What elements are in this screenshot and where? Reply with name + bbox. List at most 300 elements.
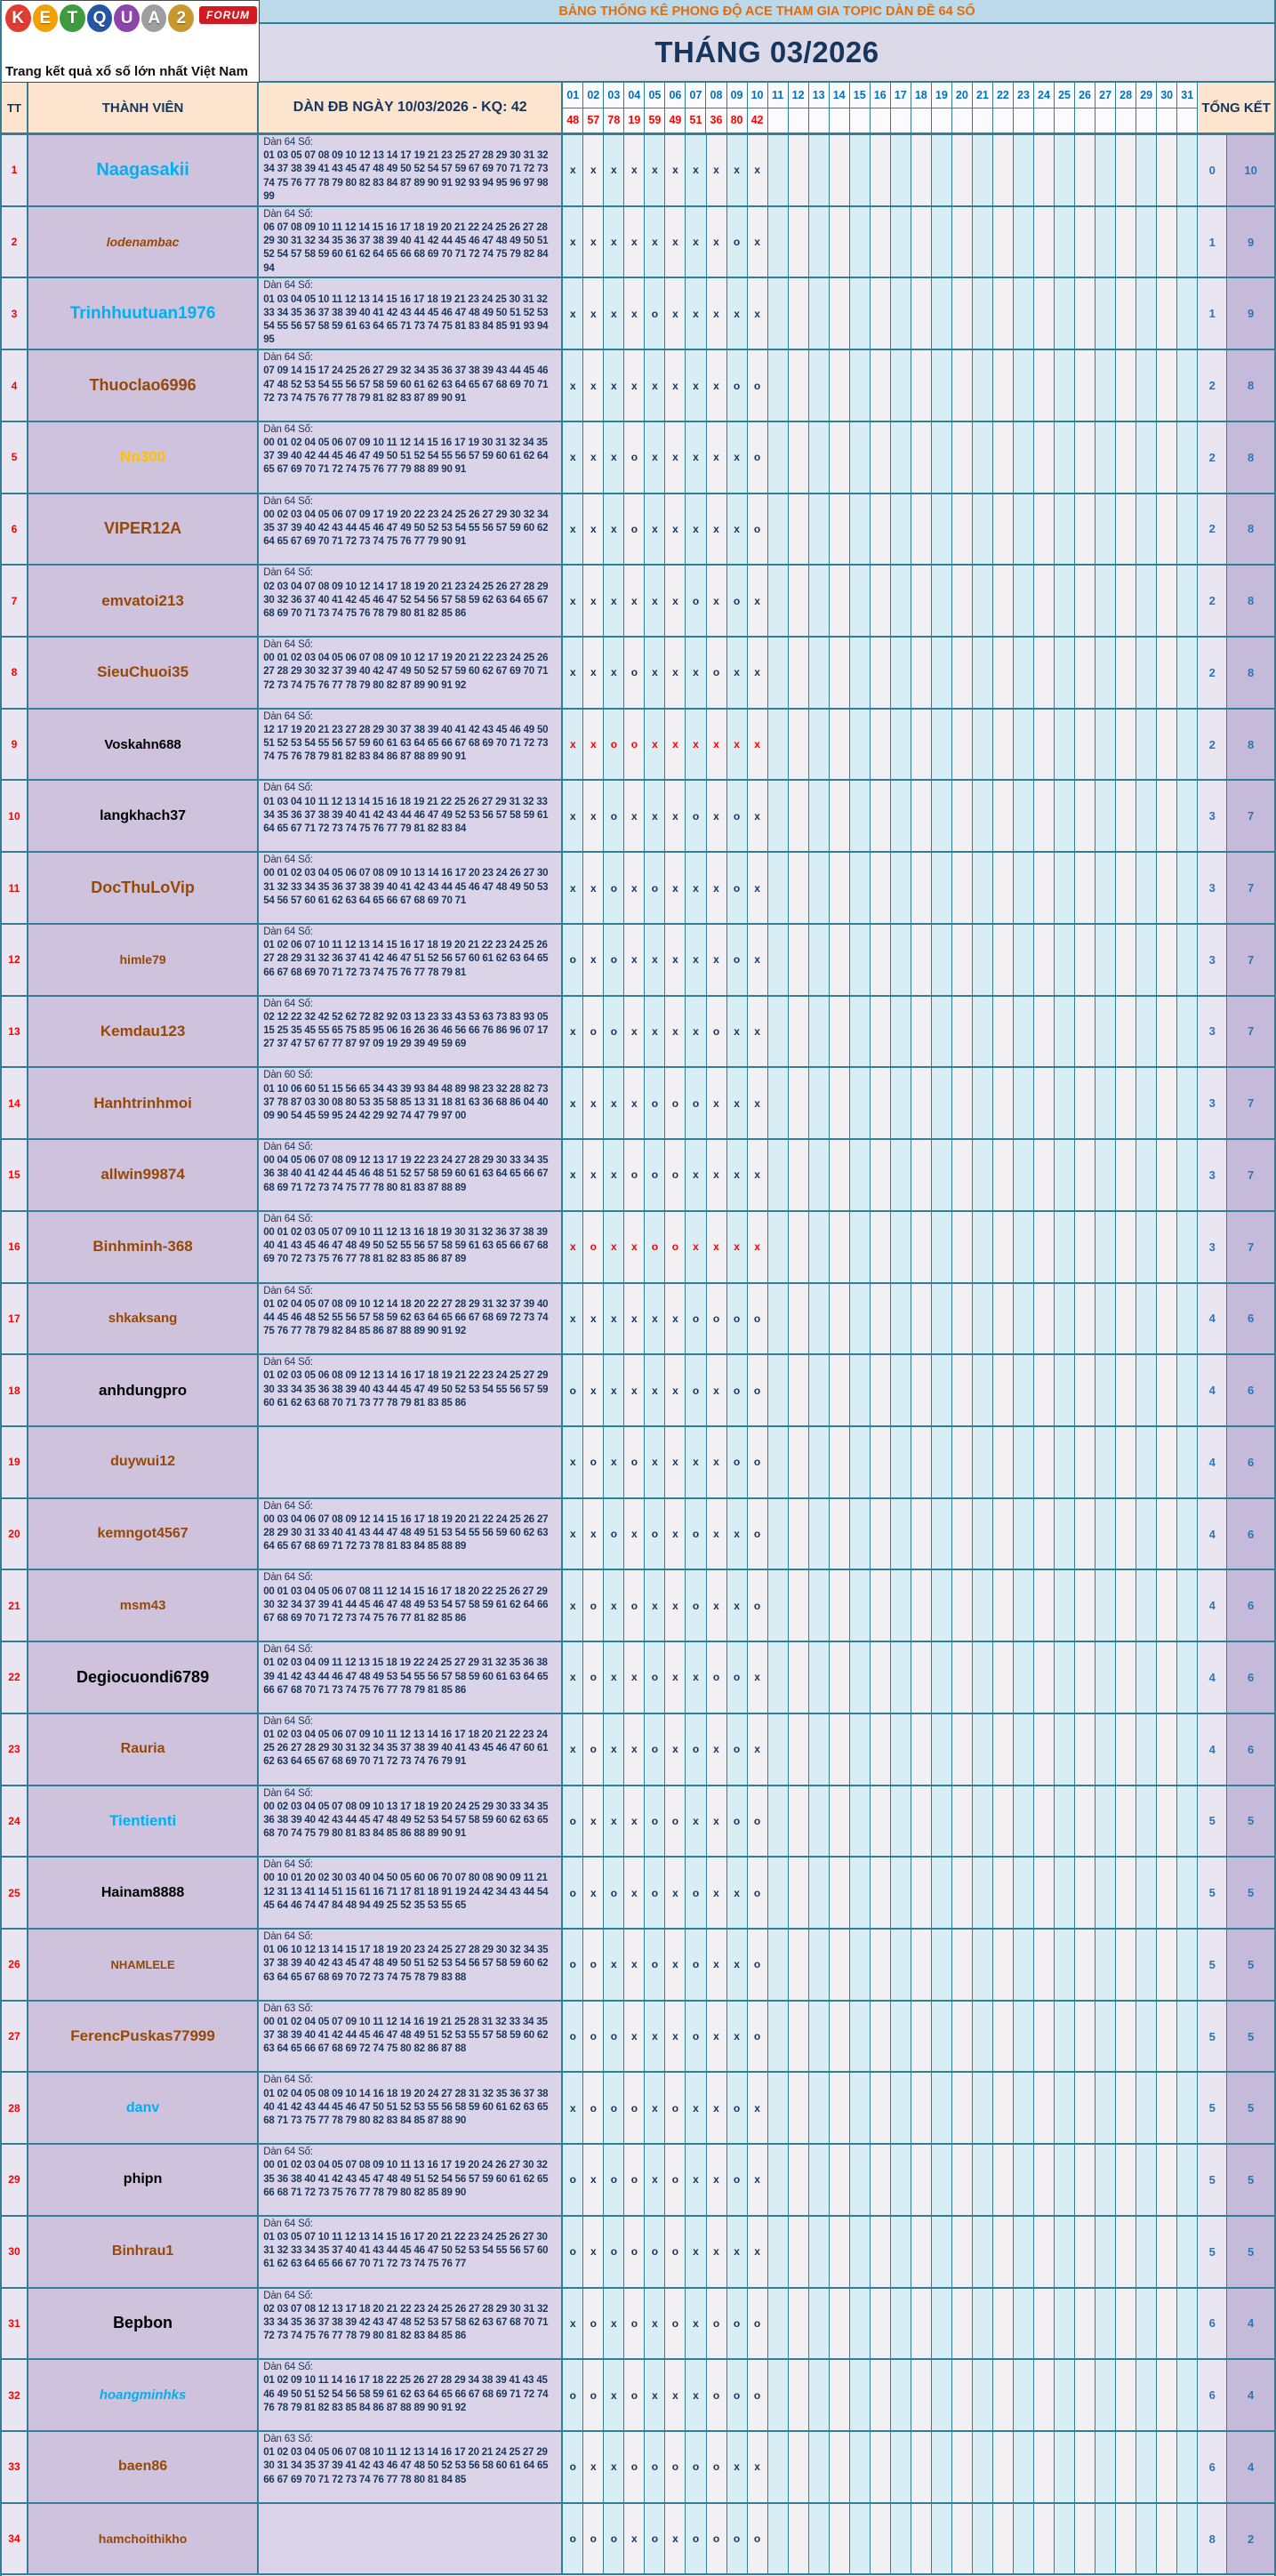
row-number: 3 bbox=[2, 278, 28, 349]
mark-cell bbox=[973, 925, 993, 995]
member-name-link[interactable]: anhdungpro bbox=[28, 1355, 259, 1425]
member-name-link[interactable]: danv bbox=[28, 2073, 259, 2143]
member-name-link[interactable]: DocThuLoVip bbox=[28, 853, 259, 923]
mark-cell bbox=[768, 2289, 789, 2359]
day-result-value: 49 bbox=[665, 108, 686, 133]
mark-cell: x bbox=[686, 2360, 706, 2430]
member-name-link[interactable]: SieuChuoi35 bbox=[28, 638, 259, 708]
mark-cell bbox=[1136, 2504, 1157, 2574]
mark-cell: x bbox=[563, 1642, 583, 1713]
mark-cell bbox=[830, 781, 850, 851]
number-set-label: Dàn 64 Số: bbox=[263, 1787, 313, 1799]
member-name-link[interactable]: Degiocuondi6789 bbox=[28, 1642, 259, 1713]
mark-cell bbox=[871, 781, 891, 851]
mark-cell bbox=[789, 997, 809, 1067]
mark-cell bbox=[809, 1499, 830, 1569]
mark-cell bbox=[1014, 638, 1034, 708]
mark-cell bbox=[1014, 997, 1034, 1067]
mark-cell bbox=[993, 1140, 1014, 1210]
member-name-link[interactable]: langkhach37 bbox=[28, 781, 259, 851]
mark-cell bbox=[932, 1068, 952, 1138]
number-set-values: 02 03 04 07 08 09 10 12 14 17 18 19 20 21 23 24 25 26 27 28 29 30 32 36 37 40 41 42 45 46 47 52 54 56 57 58 59 62 63 64 65 67 68 69 70 71 73 74 75 76 78 79 80 81 82 85 86 bbox=[263, 581, 549, 619]
member-name-link[interactable]: Naagasakii bbox=[28, 135, 259, 205]
mark-cell: x bbox=[624, 1858, 645, 1928]
number-set-values: 01 02 06 07 10 11 12 13 14 15 16 17 18 19 20 21 22 23 24 25 26 27 28 29 31 32 36 37 41 42 46 47 51 52 56 57 60 61 62 63 64 65 66 67 68 69 70 71 72 73 74 75 76 77 78 79 81 bbox=[263, 940, 549, 978]
mark-cell bbox=[1177, 1212, 1198, 1282]
mark-cell bbox=[993, 494, 1014, 565]
row-number: 7 bbox=[2, 566, 28, 636]
mark-cell: x bbox=[563, 1427, 583, 1497]
mark-cell: x bbox=[707, 350, 727, 421]
number-set-label: Dàn 64 Số: bbox=[263, 1213, 313, 1224]
member-name-link[interactable]: hoangminhks bbox=[28, 2360, 259, 2430]
member-name-link[interactable]: lodenambac bbox=[28, 207, 259, 277]
mark-cell bbox=[809, 2002, 830, 2072]
mark-cell: x bbox=[563, 566, 583, 636]
header-tt: TT bbox=[2, 83, 28, 132]
mark-cell bbox=[911, 278, 932, 349]
mark-cell bbox=[1095, 566, 1116, 636]
member-name-link[interactable]: NHAMLELE bbox=[28, 1930, 259, 2000]
mark-cell: o bbox=[686, 1858, 706, 1928]
mark-cell bbox=[830, 207, 850, 277]
summary-hit-count: 7 bbox=[1227, 997, 1274, 1067]
mark-cell bbox=[1055, 853, 1075, 923]
mark-cell: x bbox=[624, 278, 645, 349]
mark-cell bbox=[809, 566, 830, 636]
mark-cell: x bbox=[665, 1499, 686, 1569]
day-marks bbox=[563, 710, 1198, 780]
table-row bbox=[2, 781, 1274, 853]
member-name-link[interactable]: VIPER12A bbox=[28, 494, 259, 565]
mark-cell bbox=[1116, 1570, 1136, 1641]
mark-cell bbox=[1014, 1068, 1034, 1138]
member-name-link[interactable]: Nn300 bbox=[28, 422, 259, 493]
number-set-cell bbox=[259, 1212, 563, 1282]
mark-cell bbox=[1095, 1140, 1116, 1210]
mark-cell: x bbox=[665, 2360, 686, 2430]
member-name-link[interactable]: himle79 bbox=[28, 925, 259, 995]
member-name-link[interactable]: Tientienti bbox=[28, 1786, 259, 1857]
mark-cell bbox=[1075, 1355, 1095, 1425]
mark-cell: x bbox=[686, 278, 706, 349]
mark-cell: o bbox=[583, 1714, 604, 1785]
mark-cell: x bbox=[707, 278, 727, 349]
mark-cell: x bbox=[748, 2073, 768, 2143]
member-name-link[interactable]: Voskahn688 bbox=[28, 710, 259, 780]
mark-cell bbox=[1177, 2073, 1198, 2143]
mark-cell: o bbox=[748, 494, 768, 565]
mark-cell bbox=[809, 1786, 830, 1857]
mark-cell: o bbox=[748, 1499, 768, 1569]
mark-cell bbox=[1055, 1714, 1075, 1785]
mark-cell: x bbox=[645, 566, 665, 636]
member-name-link[interactable]: Binhminh-368 bbox=[28, 1212, 259, 1282]
mark-cell: o bbox=[604, 853, 624, 923]
mark-cell: o bbox=[727, 1427, 748, 1497]
summary-hit-count: 6 bbox=[1227, 1284, 1274, 1354]
mark-cell: o bbox=[583, 1427, 604, 1497]
mark-cell: x bbox=[727, 1570, 748, 1641]
number-set-values: 00 01 02 03 04 05 06 07 08 09 10 12 17 19 20 21 22 23 24 25 26 27 28 29 30 32 37 39 40 42 47 49 50 52 57 59 60 62 67 69 70 71 72 73 74 75 76 77 78 79 80 82 87 89 90 91 92 bbox=[263, 653, 549, 691]
day-result-value bbox=[871, 108, 891, 133]
mark-cell bbox=[1055, 566, 1075, 636]
mark-cell: x bbox=[665, 1427, 686, 1497]
mark-cell bbox=[952, 2145, 973, 2215]
site-logo[interactable] bbox=[2, 0, 260, 83]
mark-cell bbox=[1177, 2002, 1198, 2072]
mark-cell bbox=[1055, 2432, 1075, 2502]
mark-cell: o bbox=[727, 1642, 748, 1713]
mark-cell bbox=[830, 638, 850, 708]
mark-cell bbox=[1157, 2073, 1177, 2143]
mark-cell bbox=[973, 710, 993, 780]
mark-cell bbox=[1116, 925, 1136, 995]
member-name-link[interactable]: Trinhhuutuan1976 bbox=[28, 278, 259, 349]
day-marks bbox=[563, 1858, 1198, 1928]
mark-cell bbox=[1177, 1930, 1198, 2000]
mark-cell bbox=[993, 997, 1014, 1067]
mark-cell bbox=[1075, 1212, 1095, 1282]
mark-cell bbox=[1055, 710, 1075, 780]
day-marks bbox=[563, 1284, 1198, 1354]
mark-cell: x bbox=[563, 207, 583, 277]
mark-cell bbox=[789, 925, 809, 995]
mark-cell bbox=[850, 422, 871, 493]
mark-cell: o bbox=[563, 2002, 583, 2072]
summary-miss-count: 8 bbox=[1198, 2504, 1227, 2574]
mark-cell: x bbox=[604, 494, 624, 565]
row-number: 27 bbox=[2, 2002, 28, 2072]
table-row bbox=[2, 2073, 1274, 2145]
mark-cell bbox=[1034, 2504, 1055, 2574]
mark-cell bbox=[850, 710, 871, 780]
mark-cell bbox=[1034, 638, 1055, 708]
mark-cell: x bbox=[583, 1858, 604, 1928]
mark-cell bbox=[1157, 638, 1177, 708]
mark-cell bbox=[993, 2360, 1014, 2430]
mark-cell bbox=[993, 135, 1014, 205]
mark-cell bbox=[1177, 2217, 1198, 2287]
mark-cell: x bbox=[686, 494, 706, 565]
day-result-value bbox=[789, 108, 809, 133]
day-marks bbox=[563, 925, 1198, 995]
mark-cell: x bbox=[604, 422, 624, 493]
mark-cell bbox=[1136, 1642, 1157, 1713]
mark-cell bbox=[932, 1642, 952, 1713]
mark-cell: o bbox=[727, 207, 748, 277]
mark-cell: o bbox=[604, 2504, 624, 2574]
mark-cell: x bbox=[665, 638, 686, 708]
mark-cell: x bbox=[583, 350, 604, 421]
number-set-cell bbox=[259, 1714, 563, 1785]
mark-cell bbox=[871, 1355, 891, 1425]
mark-cell bbox=[871, 1212, 891, 1282]
member-name-link[interactable]: duywui12 bbox=[28, 1427, 259, 1497]
mark-cell: x bbox=[563, 1212, 583, 1282]
mark-cell: x bbox=[583, 278, 604, 349]
mark-cell bbox=[1014, 1284, 1034, 1354]
member-name-link[interactable]: Bepbon bbox=[28, 2289, 259, 2359]
mark-cell bbox=[973, 1858, 993, 1928]
mark-cell bbox=[1014, 1427, 1034, 1497]
mark-cell: x bbox=[665, 135, 686, 205]
mark-cell bbox=[993, 2432, 1014, 2502]
mark-cell bbox=[1116, 2360, 1136, 2430]
day-column-header: 01 bbox=[563, 83, 583, 108]
logo-letter: K bbox=[5, 4, 31, 32]
mark-cell: o bbox=[563, 2504, 583, 2574]
mark-cell bbox=[973, 638, 993, 708]
member-name-link[interactable]: Hainam8888 bbox=[28, 1858, 259, 1928]
mark-cell: x bbox=[727, 1858, 748, 1928]
member-name-link[interactable]: msm43 bbox=[28, 1570, 259, 1641]
mark-cell bbox=[952, 638, 973, 708]
number-set-values: 00 02 03 04 05 06 07 09 17 19 20 22 23 24 25 26 27 29 30 32 34 35 37 39 40 42 43 44 45 46 47 49 50 52 53 54 55 56 57 59 60 62 64 65 67 69 70 71 72 73 74 75 76 77 79 90 91 bbox=[263, 509, 549, 548]
mark-cell bbox=[911, 1786, 932, 1857]
mark-cell bbox=[1095, 1499, 1116, 1569]
mark-cell bbox=[993, 422, 1014, 493]
member-name-link[interactable]: emvatoi213 bbox=[28, 566, 259, 636]
mark-cell bbox=[1055, 207, 1075, 277]
mark-cell bbox=[1157, 1786, 1177, 1857]
number-set-cell bbox=[259, 853, 563, 923]
table-row bbox=[2, 1642, 1274, 1714]
mark-cell bbox=[1055, 1499, 1075, 1569]
mark-cell bbox=[973, 1642, 993, 1713]
member-name-link[interactable]: Binhrau1 bbox=[28, 2217, 259, 2287]
day-marks bbox=[563, 2289, 1198, 2359]
mark-cell bbox=[1014, 1642, 1034, 1713]
summary-hit-count: 5 bbox=[1227, 2217, 1274, 2287]
mark-cell: x bbox=[707, 207, 727, 277]
mark-cell bbox=[1177, 1140, 1198, 1210]
mark-cell: x bbox=[563, 2289, 583, 2359]
summary-hit-count: 9 bbox=[1227, 278, 1274, 349]
mark-cell: x bbox=[707, 1930, 727, 2000]
mark-cell bbox=[850, 1355, 871, 1425]
mark-cell bbox=[1136, 1499, 1157, 1569]
mark-cell: x bbox=[624, 1284, 645, 1354]
mark-cell bbox=[789, 638, 809, 708]
mark-cell bbox=[1075, 638, 1095, 708]
mark-cell: x bbox=[727, 278, 748, 349]
mark-cell bbox=[973, 2002, 993, 2072]
member-name-link[interactable]: baen86 bbox=[28, 2432, 259, 2502]
member-name-link[interactable]: Thuoclao6996 bbox=[28, 350, 259, 421]
mark-cell: x bbox=[604, 1570, 624, 1641]
mark-cell: x bbox=[748, 638, 768, 708]
mark-cell bbox=[850, 2360, 871, 2430]
mark-cell bbox=[911, 350, 932, 421]
mark-cell bbox=[952, 1714, 973, 1785]
mark-cell bbox=[871, 997, 891, 1067]
mark-cell bbox=[932, 1284, 952, 1354]
number-set-label: Dàn 64 Số: bbox=[263, 208, 313, 220]
summary-hit-count: 8 bbox=[1227, 422, 1274, 493]
mark-cell bbox=[1116, 1786, 1136, 1857]
mark-cell: x bbox=[748, 1714, 768, 1785]
mark-cell bbox=[1055, 1068, 1075, 1138]
member-name-link[interactable]: FerencPuskas77999 bbox=[28, 2002, 259, 2072]
number-set-label: Dàn 64 Số: bbox=[263, 2074, 313, 2086]
day-marks bbox=[563, 1499, 1198, 1569]
mark-cell: o bbox=[748, 2360, 768, 2430]
summary-hit-count: 5 bbox=[1227, 1858, 1274, 1928]
mark-cell bbox=[1075, 2432, 1095, 2502]
mark-cell bbox=[1055, 1212, 1075, 1282]
mark-cell bbox=[1157, 1714, 1177, 1785]
table-row bbox=[2, 278, 1274, 350]
number-set-cell bbox=[259, 2145, 563, 2215]
mark-cell bbox=[768, 1930, 789, 2000]
mark-cell bbox=[1095, 494, 1116, 565]
mark-cell bbox=[1075, 1714, 1095, 1785]
mark-cell bbox=[1014, 2504, 1034, 2574]
mark-cell bbox=[911, 1212, 932, 1282]
mark-cell bbox=[911, 997, 932, 1067]
top-zone bbox=[2, 0, 1274, 83]
member-name-link[interactable]: allwin99874 bbox=[28, 1140, 259, 1210]
mark-cell: o bbox=[624, 710, 645, 780]
day-result-value bbox=[891, 108, 911, 133]
mark-cell bbox=[789, 278, 809, 349]
number-set-cell bbox=[259, 1858, 563, 1928]
mark-cell bbox=[911, 1642, 932, 1713]
mark-cell bbox=[871, 1714, 891, 1785]
day-column-header: 15 bbox=[850, 83, 871, 108]
mark-cell bbox=[932, 207, 952, 277]
mark-cell bbox=[768, 2002, 789, 2072]
mark-cell bbox=[809, 278, 830, 349]
member-name-link[interactable]: phipn bbox=[28, 2145, 259, 2215]
mark-cell: x bbox=[686, 350, 706, 421]
mark-cell: o bbox=[645, 278, 665, 349]
mark-cell bbox=[809, 422, 830, 493]
mark-cell bbox=[809, 1570, 830, 1641]
mark-cell bbox=[850, 2504, 871, 2574]
mark-cell bbox=[1157, 1858, 1177, 1928]
mark-cell: o bbox=[748, 350, 768, 421]
mark-cell: x bbox=[665, 1284, 686, 1354]
mark-cell bbox=[952, 135, 973, 205]
summary-miss-count: 3 bbox=[1198, 997, 1227, 1067]
mark-cell bbox=[1116, 1284, 1136, 1354]
mark-cell bbox=[1055, 1786, 1075, 1857]
member-name-link[interactable]: kemngot4567 bbox=[28, 1499, 259, 1569]
member-name-link[interactable]: Kemdau123 bbox=[28, 997, 259, 1067]
mark-cell bbox=[830, 925, 850, 995]
mark-cell bbox=[809, 1068, 830, 1138]
summary-hit-count: 7 bbox=[1227, 1212, 1274, 1282]
mark-cell bbox=[809, 1930, 830, 2000]
table-row bbox=[2, 1068, 1274, 1140]
mark-cell bbox=[1034, 1499, 1055, 1569]
logo-letter: Q bbox=[87, 4, 113, 32]
mark-cell bbox=[891, 207, 911, 277]
mark-cell: x bbox=[686, 422, 706, 493]
mark-cell bbox=[1177, 1642, 1198, 1713]
number-set-label: Dàn 64 Số: bbox=[263, 567, 313, 579]
mark-cell bbox=[1095, 1355, 1116, 1425]
mark-cell: x bbox=[707, 1570, 727, 1641]
mark-cell bbox=[1075, 1499, 1095, 1569]
member-name-link[interactable]: hamchoithikho bbox=[28, 2504, 259, 2574]
mark-cell: x bbox=[748, 278, 768, 349]
mark-cell: x bbox=[645, 135, 665, 205]
mark-cell bbox=[809, 997, 830, 1067]
mark-cell: o bbox=[563, 1858, 583, 1928]
mark-cell: o bbox=[686, 2002, 706, 2072]
number-set-label: Dàn 64 Số: bbox=[263, 1644, 313, 1656]
number-set-values: 01 02 04 05 07 08 09 10 12 14 18 20 22 27 28 29 31 32 37 39 40 44 45 46 48 52 55 56 57 58 59 62 63 64 65 66 67 68 69 72 73 74 75 76 77 78 79 82 84 85 86 87 88 89 90 91 92 bbox=[263, 1298, 549, 1337]
mark-cell bbox=[993, 638, 1014, 708]
mark-cell: x bbox=[583, 2432, 604, 2502]
mark-cell bbox=[830, 1068, 850, 1138]
mark-cell bbox=[1075, 135, 1095, 205]
number-set-label: Dàn 64 Số: bbox=[263, 639, 313, 651]
number-set-values: 00 01 02 03 05 07 09 10 11 12 13 16 18 19 30 31 32 36 37 38 39 40 41 43 45 46 47 48 49 50 52 55 56 57 58 59 61 63 65 66 67 68 69 70 72 73 75 76 77 78 81 82 83 85 86 87 89 bbox=[263, 1226, 549, 1265]
mark-cell bbox=[1095, 1284, 1116, 1354]
mark-cell bbox=[1177, 1427, 1198, 1497]
member-name-link[interactable]: Hanhtrinhmoi bbox=[28, 1068, 259, 1138]
day-column-header: 05 bbox=[645, 83, 665, 108]
mark-cell bbox=[1055, 1284, 1075, 1354]
mark-cell: x bbox=[604, 1714, 624, 1785]
mark-cell: o bbox=[727, 2504, 748, 2574]
mark-cell bbox=[830, 422, 850, 493]
mark-cell bbox=[789, 2002, 809, 2072]
mark-cell: x bbox=[665, 207, 686, 277]
member-name-link[interactable]: Rauria bbox=[28, 1714, 259, 1785]
mark-cell bbox=[1136, 1284, 1157, 1354]
mark-cell bbox=[891, 1714, 911, 1785]
day-marks bbox=[563, 2504, 1198, 2574]
mark-cell: x bbox=[727, 638, 748, 708]
mark-cell bbox=[1095, 1786, 1116, 1857]
mark-cell bbox=[911, 1355, 932, 1425]
mark-cell bbox=[1095, 638, 1116, 708]
mark-cell: x bbox=[707, 1858, 727, 1928]
number-set-values: 06 07 08 09 10 11 12 14 15 16 17 18 19 20 21 22 24 25 26 27 28 29 30 31 32 34 35 36 37 38 39 40 41 42 44 45 46 47 48 49 50 51 52 54 57 58 59 60 61 62 64 65 66 68 69 70 71 72 74 75 79 82 84 94 bbox=[263, 221, 549, 274]
mark-cell bbox=[952, 1212, 973, 1282]
number-set-label: Dàn 64 Số: bbox=[263, 2362, 313, 2373]
mark-cell bbox=[1075, 1140, 1095, 1210]
mark-cell bbox=[1095, 278, 1116, 349]
mark-cell bbox=[830, 997, 850, 1067]
mark-cell: x bbox=[604, 1068, 624, 1138]
mark-cell bbox=[993, 710, 1014, 780]
number-set-values: 00 01 02 03 04 05 07 08 09 10 11 13 16 17 19 20 24 26 27 30 32 35 36 38 40 41 42 43 45 47 48 49 51 52 54 56 57 59 60 61 62 65 66 68 71 72 73 75 76 77 78 79 80 82 85 89 90 bbox=[263, 2160, 549, 2198]
mark-cell bbox=[1136, 207, 1157, 277]
mark-cell bbox=[809, 638, 830, 708]
mark-cell bbox=[1157, 1140, 1177, 1210]
mark-cell: x bbox=[604, 1355, 624, 1425]
mark-cell bbox=[850, 1930, 871, 2000]
day-marks bbox=[563, 997, 1198, 1067]
mark-cell: x bbox=[604, 1284, 624, 1354]
mark-cell bbox=[952, 781, 973, 851]
mark-cell bbox=[952, 1355, 973, 1425]
mark-cell bbox=[850, 2073, 871, 2143]
number-set-label: Dàn 64 Số: bbox=[263, 998, 313, 1009]
member-name-link[interactable]: shkaksang bbox=[28, 1284, 259, 1354]
mark-cell: x bbox=[686, 710, 706, 780]
mark-cell bbox=[871, 1427, 891, 1497]
mark-cell bbox=[1177, 997, 1198, 1067]
day-column-header: 13 bbox=[809, 83, 830, 108]
mark-cell bbox=[1034, 2145, 1055, 2215]
